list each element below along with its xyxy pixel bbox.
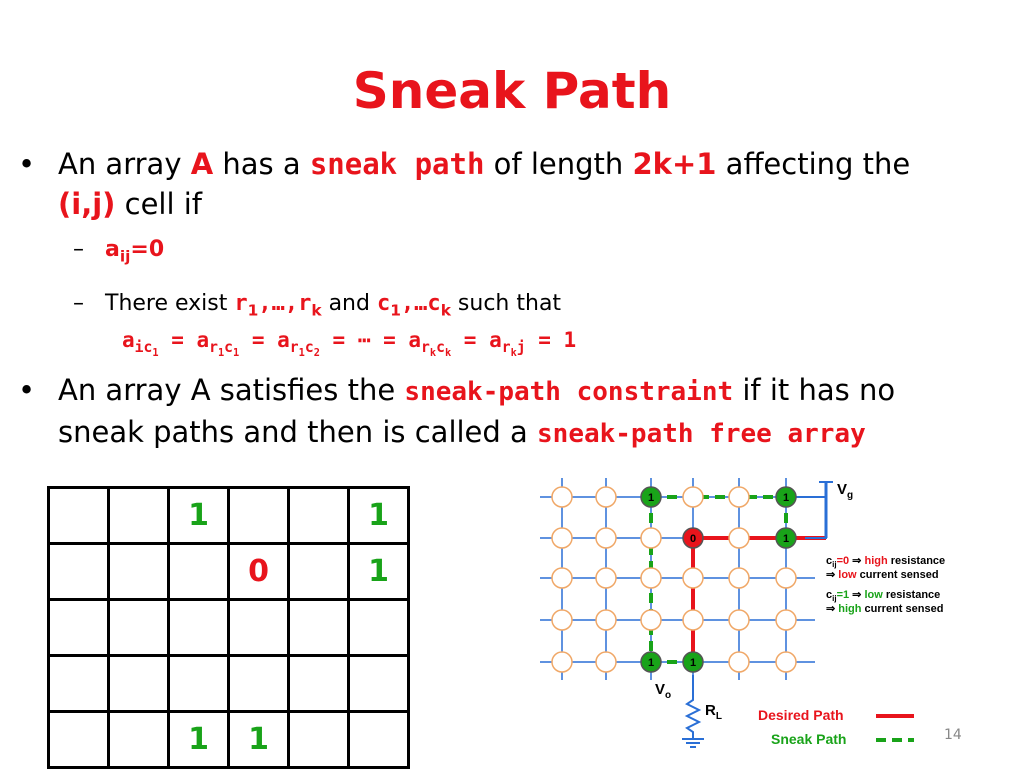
grid-cell [229,656,289,712]
grid-cell [349,712,409,768]
grid-cell: 1 [229,712,289,768]
row-wires [540,497,815,662]
grid-cell [49,600,109,656]
grid-row [49,544,409,600]
crossbar-node-zero [683,528,703,548]
grid-cell: 1 [349,488,409,544]
formula-subsub: 1 [152,347,159,360]
grid-cell [109,656,169,712]
r-mid: ,…,r [258,291,312,316]
grid-cell [229,600,289,656]
grid-cell [289,600,349,656]
slide-title: Sneak Path [352,62,672,120]
grid-row [49,488,409,544]
legend-line-1: $c_{ij}=0$ ⇒ high resistance [826,555,946,569]
crossbar-node [641,528,661,548]
grid-cell [109,488,169,544]
desired-path-label: Desired Path [758,707,844,723]
sub2-text: such that [450,291,562,316]
sneak-path-term: sneak path [309,147,485,181]
formula-sub: c [304,339,314,357]
grid-cell [49,488,109,544]
grid-cell: 0 [229,544,289,600]
bullet1-text: cell if [115,187,203,221]
free-array-term: sneak-path free array [537,419,866,449]
crossbar-node [641,610,661,630]
crossbar-node-one [776,487,796,507]
crossbar-node [552,652,572,672]
crossbar-node [596,528,616,548]
formula-sub: j [516,339,526,357]
grid-cell [109,544,169,600]
dash: – [73,237,84,262]
crossbar-node-one [641,652,661,672]
desired-path-line [693,538,826,662]
r-sub: 1 [247,301,259,320]
formula-sub: ic [134,339,153,357]
crossbar-node [552,610,572,630]
grid-cell [289,712,349,768]
node-value: 1 [782,533,790,545]
aij-sub: ij [119,247,131,266]
bullet-sneak-path-definition [18,144,1008,224]
legend-line-3: $c_{ij}=1$ ⇒ low resistance [826,589,941,603]
legend-line-2: ⇒ low current sensed [826,569,939,581]
grid-cell: 1 [169,712,229,768]
formula-a: a [122,328,135,352]
formula-sub: c [436,339,445,357]
bullet-sneak-path-constraint [18,370,1018,454]
grid-cell [349,600,409,656]
c-sub: 1 [390,301,401,320]
grid-row [49,600,409,656]
crossbar-node-one [641,487,661,507]
sub2-text: and [321,291,377,316]
node-value: 1 [689,657,697,669]
sub-bullet-aij [73,236,165,270]
formula-subsub: 2 [313,347,320,360]
grid-cell [109,712,169,768]
crossbar-node [596,568,616,588]
r-sub: k [311,301,322,320]
crossbar-node [552,528,572,548]
vg-label: $V_g$ [837,481,854,501]
bullet2-text: if it has no [733,373,896,407]
grid-row [49,656,409,712]
grid-cell [289,544,349,600]
crossbar-node [729,487,749,507]
formula-subsub: 1 [298,347,305,360]
grid-cell [169,544,229,600]
formula-sub: r [289,339,299,357]
crossbar-node [776,568,796,588]
aij-a: a [105,237,120,262]
node-value: 1 [647,657,655,669]
formula-eq: = 1 [525,328,577,352]
grid-cell [349,656,409,712]
grid-cell: 1 [349,544,409,600]
bullet1-text: An array [58,147,191,181]
cell-term: (i,j) [58,187,116,221]
array-a-term: A [190,147,214,181]
c-var: c [376,291,391,316]
bullet1-text: affecting the [716,147,911,181]
crossbar-node [729,652,749,672]
grid-cell [169,656,229,712]
crossbar-node [596,487,616,507]
grid-cell [289,656,349,712]
crossbar-node [729,528,749,548]
formula-eq: = a [158,328,210,352]
crossbar-node [596,652,616,672]
sneak-path-formula [122,326,576,367]
bullet1-text: has a [213,147,310,181]
grid-cell [169,600,229,656]
node-value: 1 [647,492,655,504]
formula-sub: r [501,339,511,357]
grid-cell [49,656,109,712]
formula-eq: = ⋯ = a [319,328,422,352]
formula-subsub: 1 [233,347,240,360]
ground-icon [682,739,704,747]
node-value: 1 [782,492,790,504]
crossbar-node [776,652,796,672]
length-term: 2k+1 [632,147,717,181]
c-mid: ,…c [400,291,441,316]
formula-subsub: 1 [217,347,225,360]
grid-cell [49,544,109,600]
c-sub: k [440,301,451,320]
aij-eq: =0 [130,237,165,262]
constraint-term: sneak-path constraint [404,377,734,407]
crossbar-node-one [683,652,703,672]
grid-row [49,712,409,768]
crossbar-node [683,568,703,588]
formula-eq: = a [451,328,502,352]
formula-sub: c [224,339,234,357]
bullet-dot: • [18,147,36,181]
crossbar-node [596,610,616,630]
grid-cell [49,712,109,768]
sub-bullet-there-exist [73,290,562,324]
page-number: 14 [944,727,962,743]
grid-cell [109,600,169,656]
crossbar-node-one [776,528,796,548]
node-value: 0 [689,533,697,545]
grid-cell [229,488,289,544]
formula-subsub: k [444,347,452,360]
bullet-dot: • [18,373,36,407]
crossbar-node [729,610,749,630]
sub2-text: There exist [105,291,235,316]
crossbar-node [776,610,796,630]
sneak-path-line [651,497,786,662]
grid-cell: 1 [169,488,229,544]
crossbar-node [683,487,703,507]
dash: – [73,291,84,316]
r-var: r [234,291,248,316]
bullet1-text: of length [484,147,633,181]
crossbar-node [641,568,661,588]
crossbar-node [552,487,572,507]
crossbar-node [683,610,703,630]
formula-sub: r [209,339,218,357]
legend-line-4: ⇒ high current sensed [826,603,944,615]
sneak-path-label: Sneak Path [771,731,847,747]
bullet2-text: An array A satisfies the [58,373,405,407]
bullet2-text: sneak paths and then is called a [58,415,538,449]
crossbar-node [729,568,749,588]
rl-resistor [687,695,699,738]
example-array-grid [47,486,410,769]
crossbar-circuit-diagram [530,470,970,760]
formula-subsub: k [429,347,437,360]
vo-label: $V_o$ [655,681,672,701]
formula-subsub: k [510,347,517,360]
crossbar-node [552,568,572,588]
resistance-legend [826,555,945,615]
formula-sub: r [421,339,430,357]
grid-cell [289,488,349,544]
rl-label: $R_L$ [705,702,722,722]
crossbar-nodes [552,487,796,672]
formula-eq: = a [239,328,290,352]
